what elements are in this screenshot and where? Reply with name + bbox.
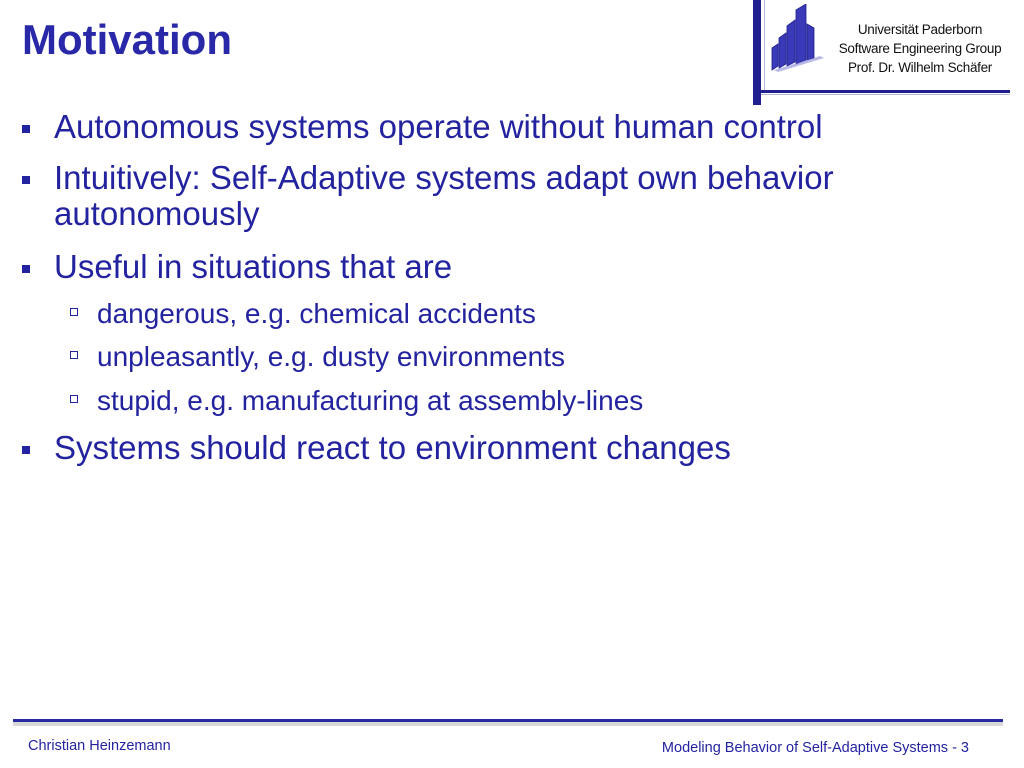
slide-title: Motivation [22,16,232,63]
sub-bullet-item [70,385,643,417]
hollow-square-bullet-icon [70,395,78,403]
logo-pillar-3 [787,20,795,66]
sub-bullet-item [70,341,565,373]
logo-pillar-5 [807,24,814,60]
footer-author: Christian Heinzemann [28,738,171,754]
square-bullet-icon [22,446,30,454]
university-name: Universität Paderborn [857,22,983,37]
sub-bullet-item [70,298,536,330]
square-bullet-icon [22,176,30,184]
header-horizontal-thin-line [761,94,1010,95]
logo-pillar-2 [779,33,786,68]
footer-slide-info: Modeling Behavior of Self-Adaptive Systems - 3 [661,740,969,756]
bullet-item [22,430,1004,466]
group-name: Software Engineering Group [838,41,1002,56]
logo-pillar-4 [796,4,806,64]
bullet-text: Autonomous systems operate without human control [54,108,823,145]
header-horizontal-bar [753,90,1010,93]
sub-bullet-text: stupid, e.g. manufacturing at assembly-lines [97,385,644,416]
hollow-square-bullet-icon [70,308,78,316]
professor-name: Prof. Dr. Wilhelm Schäfer [847,60,993,75]
bullet-text-line: Intuitively: Self-Adaptive systems adapt own behavior [54,159,834,196]
sub-bullet-text: unpleasantly, e.g. dusty environments [97,341,565,372]
bullet-text [54,160,1004,232]
bullet-item [22,109,1004,145]
hollow-square-bullet-icon [70,351,78,359]
university-header-text [820,20,1020,77]
square-bullet-icon [22,265,30,273]
square-bullet-icon [22,125,30,133]
bullet-text: Systems should react to environment changes [54,429,731,466]
bullet-item [22,160,1004,232]
bullet-text-continuation: autonomously [54,195,260,232]
logo-pillar-1 [772,44,778,70]
footer-divider-gray [13,722,1003,726]
header-vertical-thin-line [764,0,765,90]
university-logo [768,4,826,74]
bullet-text: Useful in situations that are [54,248,453,285]
sub-bullet-text: dangerous, e.g. chemical accidents [97,298,536,329]
bullet-item [22,249,1004,285]
